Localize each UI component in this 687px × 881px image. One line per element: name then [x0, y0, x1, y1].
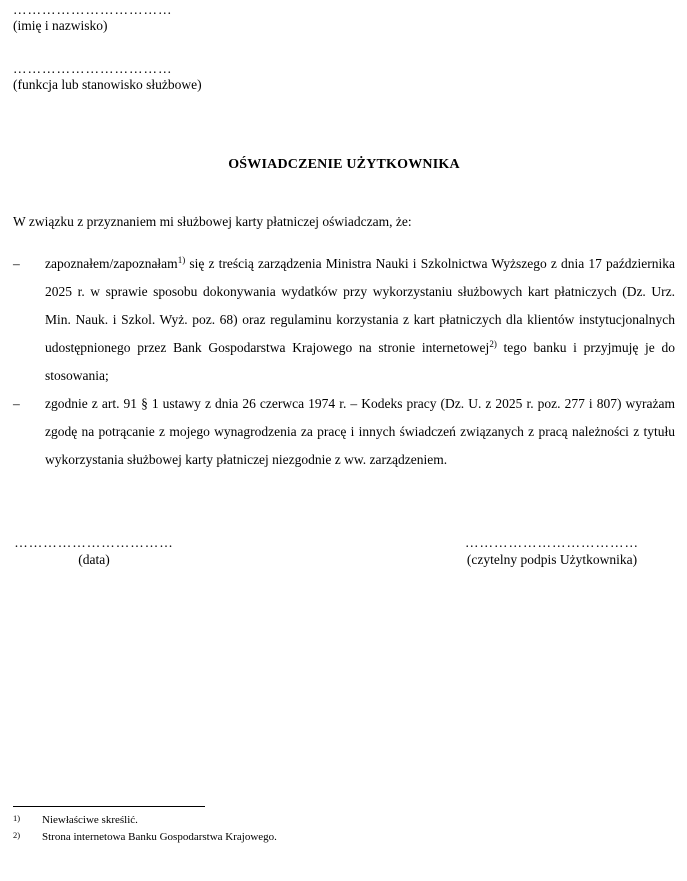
footnote-1 — [13, 812, 674, 829]
item-text-segment: zapoznałem/zapoznałam — [45, 255, 178, 271]
footnote-2 — [13, 829, 674, 846]
footnote-2-text: Strona internetowa Banku Gospodarstwa Krajowego. — [42, 831, 277, 843]
footnote-reference-2: 2) — [489, 338, 497, 349]
position-field-label: (funkcja lub stanowisko służbowe) — [13, 77, 202, 92]
declaration-item-1-text — [45, 256, 675, 383]
name-field-label: (imię i nazwisko) — [13, 18, 108, 33]
user-signature-label: (czytelny podpis Użytkownika) — [466, 551, 638, 567]
footnote-1-text: Niewłaściwe skreślić. — [42, 814, 138, 826]
name-fill-line: …………………………… — [13, 2, 173, 17]
dash-marker: – — [13, 255, 20, 271]
intro-paragraph: W związku z przyznaniem mi służbowej karty płatniczej oświadczam, że: — [13, 214, 412, 229]
item-text-segment: zgodnie z art. 91 § 1 ustawy z dnia 26 czerwca 1974 r. – Kodeks pracy (Dz. U. z 2025 r. poz. 277 i 807) wyrażam zgodę na potrącanie z mojego wynagrodzenia za pracę i innych świadczeń związanych z pracą należności z tytułu wykorzystania służbowej karty płatniczej niezgodnie z ww. zarządzeniem. — [45, 395, 675, 467]
position-field — [13, 63, 675, 92]
declaration-items — [13, 250, 675, 474]
date-fill-line: …………………………… — [14, 534, 174, 550]
name-field — [13, 4, 675, 33]
declaration-item-2-text — [45, 396, 675, 467]
item-text-segment: tego banku i przyjmuję je do stosowania; — [45, 339, 675, 383]
date-signature-field — [13, 536, 175, 568]
declaration-item-2 — [13, 390, 675, 474]
footnotes-section — [13, 806, 674, 846]
footnote-reference-1: 1) — [177, 254, 186, 265]
position-fill-line: …………………………… — [13, 61, 173, 76]
footnote-separator — [13, 806, 205, 807]
footnote-2-marker: 2) — [13, 830, 21, 840]
date-label: (data) — [78, 551, 110, 567]
declaration-item-1 — [13, 250, 675, 390]
dash-marker: – — [13, 395, 20, 411]
item-text-segment: się z treścią zarządzenia Ministra Nauki i Szkolnictwa Wyższego z dnia 17 października 2025 r. w sprawie sposobu dokonywania wydatków przy wykorzystaniu służbowych kart płatniczych (Dz. Urz. Min. Nauk. i Szkol. Wyż. poz. 68) oraz regulaminu korzystania z kart płatniczych dla klientów instytucjonalnych udostępnionego przez Bank Gospodarstwa Krajowego na stronie internetowej — [45, 255, 675, 355]
user-signature-field — [454, 536, 650, 568]
footnote-1-marker: 1) — [13, 813, 21, 823]
signature-row — [13, 536, 675, 568]
document-title: OŚWIADCZENIE UŻYTKOWNIKA — [228, 157, 460, 172]
user-signature-fill-line: ……………………………… — [465, 534, 639, 550]
